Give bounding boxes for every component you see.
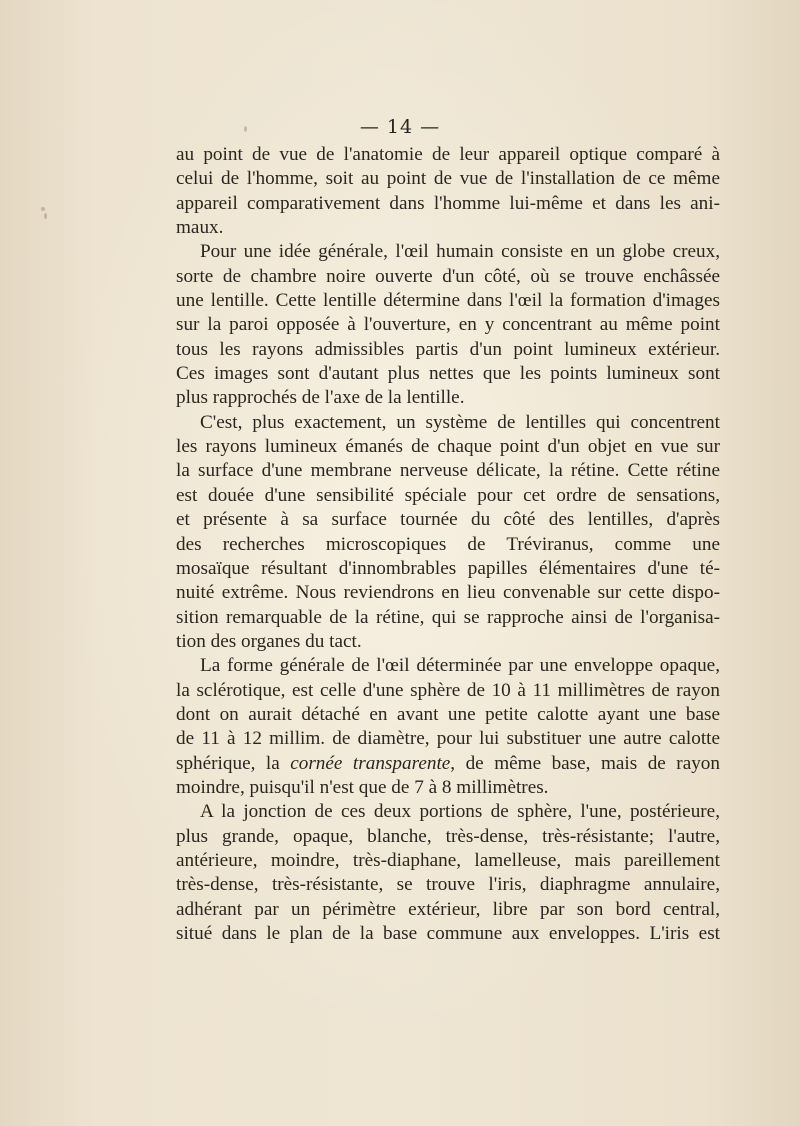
text-line: A la jonction de ces deux portions de sphère, l'une, postérieure, [200,801,720,823]
text-line: nuité extrême. Nous reviendrons en lieu convenable sur cette dispo- [176,582,720,604]
text-line: sphérique, la cornée transparente, de même base, mais de rayon [176,752,720,774]
text-line: maux. [176,217,224,239]
paragraph [176,654,720,800]
text-line: dont on aurait détaché en avant une petite calotte ayant une base [176,703,720,725]
text-line: et présente à sa surface tournée du côté des lentilles, d'après [176,509,720,531]
text-line: appareil comparativement dans l'homme lui-même et dans les ani- [176,192,720,214]
text-line: la sclérotique, est celle d'une sphère de 10 à 11 millimètres de rayon [176,679,720,701]
text-line: au point de vue de l'anatomie de leur appareil optique comparé à [176,144,720,165]
paragraph [176,800,720,946]
text-line: sorte de chambre noire ouverte d'un côté, où se trouve enchâssée [176,265,720,287]
text-line: une lentille. Cette lentille détermine dans l'œil la formation d'images [176,290,720,312]
page-number: — 14 — [359,116,441,138]
text-line: Ces images sont d'autant plus nettes que les points lumineux sont [176,363,720,385]
text-line: des recherches microscopiques de Tréviranus, comme une [176,533,720,555]
text-line: plus grande, opaque, blanche, très-dense, très-résistante; l'autre, [176,825,720,847]
text-line: moindre, puisqu'il n'est que de 7 à 8 millimètres. [176,776,549,798]
text-line: les rayons lumineux émanés de chaque point d'un objet en vue sur [176,436,720,458]
text-line: sur la paroi opposée à l'ouverture, en y concentrant au même point [176,314,720,336]
text-line: très-dense, très-résistante, se trouve l'iris, diaphragme annulaire, [176,874,720,896]
text-line: celui de l'homme, soit au point de vue de l'installation de ce même [176,168,720,190]
text-line: de 11 à 12 millim. de diamètre, pour lui substituer une autre calotte [176,728,720,750]
ink-speck [44,213,47,219]
text-line: antérieure, moindre, très-diaphane, lamelleuse, mais pareillement [176,849,720,871]
text-line: plus rapprochés de l'axe de la lentille. [176,387,465,409]
text-line: tion des organes du tact. [176,630,362,652]
text-line: C'est, plus exactement, un système de lentilles qui concentrent [200,411,720,433]
body-text [176,143,720,946]
italic-term: cornée transparente [290,752,451,774]
text-line: mosaïque résultant d'innombrables papilles élémentaires d'une té- [176,557,720,579]
text-line: est douée d'une sensibilité spéciale pour cet ordre de sensations, [176,484,720,506]
paragraph [176,411,720,654]
paragraph [176,240,720,410]
text-line: situé dans le plan de la base commune aux enveloppes. L'iris est [176,923,720,944]
text-line: adhérant par un périmètre extérieur, libre par son bord central, [176,898,720,920]
text-line: Pour une idée générale, l'œil humain consiste en un globe creux, [200,241,720,263]
text-line: la surface d'une membrane nerveuse délicate, la rétine. Cette rétine [176,460,720,482]
text-line: La forme générale de l'œil déterminée par une enveloppe opaque, [200,655,720,677]
paragraph [176,143,720,240]
text-line: tous les rayons admissibles partis d'un point lumineux extérieur. [176,338,720,360]
text-line: sition remarquable de la rétine, qui se rapproche ainsi de l'organisa- [176,606,720,628]
ink-speck [41,207,45,211]
